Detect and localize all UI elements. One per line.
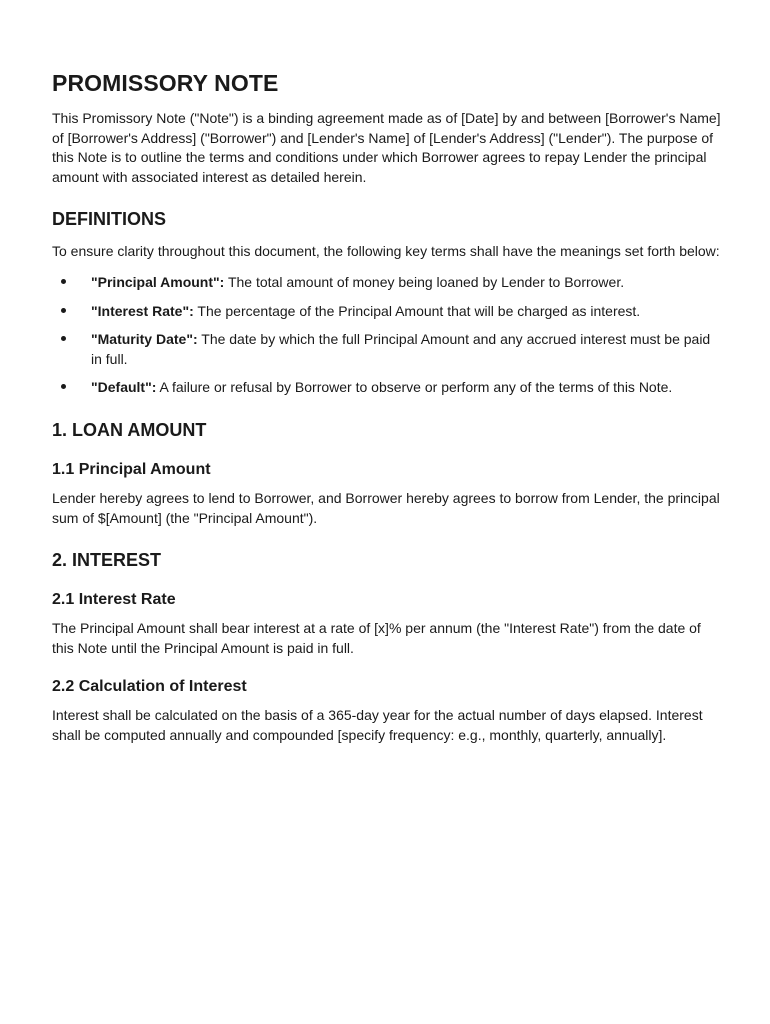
principal-amount-subheading: 1.1 Principal Amount [52, 460, 211, 478]
intro-paragraph: This Promissory Note ("Note") is a binding agreement made as of [Date] by and between [Borrower's Name] of [Borrower's Address] ("Borrower") and [Lender's Name] of [Lender's Address] ("Lender"). The purpose of this Note is to outline the terms and conditions under which Borrower agrees to repay Lender the principal amount with associated interest as detailed herein. [52, 110, 721, 185]
document-title: PROMISSORY NOTE [52, 70, 279, 96]
bullet-icon [61, 384, 66, 389]
definition-term: "Principal Amount": [91, 273, 225, 290]
definition-text: The total amount of money being loaned by Lender to Borrower. [224, 273, 625, 290]
bullet-icon [61, 308, 66, 313]
interest-rate-text: The Principal Amount shall bear interest at a rate of [x]% per annum (the "Interest Rate") from the date of this Note until the Principal Amount is paid in full. [52, 620, 701, 656]
definition-text: The date by which the full Principal Amount and any accrued interest must be paid in full. [91, 331, 711, 367]
definition-text: The percentage of the Principal Amount that will be charged as interest. [193, 302, 641, 319]
definitions-intro: To ensure clarity throughout this document, the following key terms shall have the meanings set forth below: [52, 243, 720, 260]
definition-item [52, 273, 722, 293]
definition-term: "Interest Rate": [91, 302, 194, 319]
document-page [52, 70, 722, 746]
principal-amount-text: Lender hereby agrees to lend to Borrower, and Borrower hereby agrees to borrow from Lender, the principal sum of $[Amount] (the "Principal Amount"). [52, 489, 720, 526]
definition-item [52, 302, 722, 322]
definitions-heading: DEFINITIONS [52, 209, 167, 230]
definition-text: A failure or refusal by Borrower to observe or perform any of the terms of this Note. [156, 379, 673, 396]
definition-term: "Maturity Date": [91, 331, 198, 348]
calculation-of-interest-subheading: 2.2 Calculation of Interest [52, 678, 247, 696]
bullet-icon [61, 336, 66, 341]
interest-rate-subheading: 2.1 Interest Rate [52, 591, 176, 609]
definition-item [52, 330, 722, 369]
interest-heading: 2. INTEREST [52, 550, 162, 571]
bullet-icon [61, 279, 66, 284]
definition-item [52, 378, 722, 398]
definitions-list [52, 273, 722, 398]
loan-amount-heading: 1. LOAN AMOUNT [52, 419, 207, 440]
definition-term: "Default": [91, 379, 157, 396]
calculation-of-interest-text: Interest shall be calculated on the basis of a 365-day year for the actual number of days elapsed. Interest shall be computed annually and compounded [specify frequency: e.g., monthly, quarterly, annually]. [52, 707, 703, 743]
